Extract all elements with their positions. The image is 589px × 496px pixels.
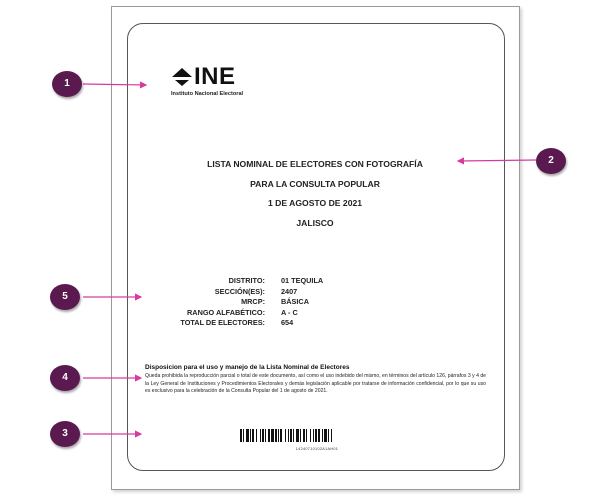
title-line: 1 DE AGOSTO DE 2021 xyxy=(267,198,363,208)
disposition-title: Disposicion para el uso y manejo de la Lista Nominal de Electores xyxy=(145,364,350,371)
info-label: SECCIÓN(ES): xyxy=(214,286,265,296)
info-value: 01 TEQUILA xyxy=(281,276,324,285)
disposition-text: Queda prohibida la reproducción parcial o total de este documento, así como el uso indebido del mismo, en términos del artículo 126, párrafos 3 y 4 de la Ley General de Instituciones y Procedimientos Electorales y demás legislación aplicable por tratarse de información confidencial, por lo que su uso es exclusivo para la celebración de la Consulta Popular del 1 de agosto de 2021. xyxy=(145,373,486,395)
info-value: A - C xyxy=(281,307,298,317)
callout-marker-1: 1 xyxy=(52,71,82,97)
info-label: TOTAL DE ELECTORES: xyxy=(180,318,265,327)
logo-name: INE xyxy=(194,63,236,90)
callout-marker-3: 3 xyxy=(50,421,80,447)
info-label: RANGO ALFABÉTICO: xyxy=(187,307,265,317)
title-line: JALISCO xyxy=(296,217,334,228)
title-line: LISTA NOMINAL DE ELECTORES CON FOTOGRAFÍA xyxy=(207,159,423,169)
info-value: 654 xyxy=(281,318,294,327)
title-line: PARA LA CONSULTA POPULAR xyxy=(250,178,380,189)
callout-marker-2: 2 xyxy=(536,148,566,174)
logo-subtitle: Instituto Nacional Electoral xyxy=(171,91,244,97)
callout-arrow-1 xyxy=(83,84,146,85)
callout-marker-4: 4 xyxy=(50,365,80,391)
info-label: MRCP: xyxy=(241,297,265,306)
callout-marker-5: 5 xyxy=(50,284,80,310)
info-value: BÁSICA xyxy=(281,297,309,306)
info-value: 2407 xyxy=(281,286,298,296)
barcode-number: 14240710102A1AH01 xyxy=(295,447,339,451)
info-label: DISTRITO: xyxy=(228,276,265,285)
callout-arrow-2 xyxy=(458,160,536,161)
